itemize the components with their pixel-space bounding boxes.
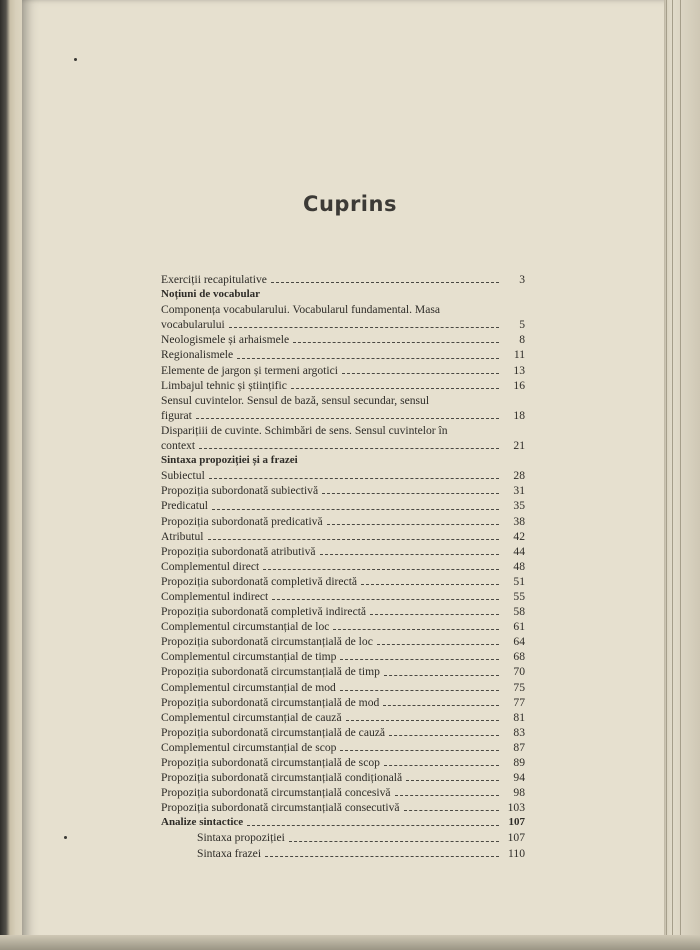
- dot-leader: [291, 384, 499, 389]
- toc-entry-text: figurat: [161, 408, 192, 422]
- toc-entry-text: Complementul circumstanțial de scop: [161, 740, 337, 754]
- toc-entry-text: Propoziția subordonată circumstanțială consecutivă: [161, 801, 400, 815]
- toc-row: [161, 619, 525, 634]
- toc-entry-text: Analize sintactice: [161, 816, 244, 829]
- toc-row: [161, 498, 525, 513]
- toc-row: [161, 846, 525, 861]
- dot-leader: [320, 550, 499, 555]
- dot-leader: [404, 806, 499, 811]
- dot-leader: [272, 595, 499, 600]
- toc-page-number: 38: [513, 514, 525, 528]
- dot-leader: [212, 505, 499, 510]
- dot-leader: [340, 746, 499, 751]
- toc-page-number: 94: [513, 771, 525, 785]
- toc-page-number: 68: [513, 650, 525, 664]
- dot-leader: [361, 580, 499, 585]
- toc-entry-text: Complementul indirect: [161, 589, 269, 603]
- toc-row: [161, 800, 525, 815]
- toc-entry-text: Noțiuni de vocabular: [161, 288, 261, 301]
- dot-leader: [333, 625, 499, 630]
- dot-leader: [293, 338, 499, 343]
- toc-entry-text: Propoziția subordonată completivă directă: [161, 574, 358, 588]
- toc-page-number: 21: [513, 439, 525, 453]
- toc-entry-text: Neologismele și arhaismele: [161, 333, 290, 347]
- dot-leader: [196, 414, 499, 419]
- toc-page-number: 28: [513, 469, 525, 483]
- toc-page-number: 5: [519, 318, 525, 332]
- toc-entry-text: Limbajul tehnic și științific: [161, 378, 287, 392]
- toc-page-number: 16: [513, 378, 525, 392]
- toc-row: [161, 408, 525, 423]
- toc-row: [161, 483, 525, 498]
- dot-leader: [342, 369, 499, 374]
- toc-entry-text: Propoziția subordonată circumstanțială de mod: [161, 695, 380, 709]
- toc-entry-text: Propoziția subordonată subiectivă: [161, 484, 319, 498]
- toc-row: [161, 468, 525, 483]
- toc-entry-text: Propoziția subordonată circumstanțială condițională: [161, 771, 403, 785]
- dot-leader: [340, 686, 499, 691]
- toc-entry-text: Sintaxa propoziției: [197, 831, 285, 845]
- toc-entry-text: context: [161, 439, 196, 453]
- toc-row: [161, 514, 525, 529]
- toc-page-number: 42: [513, 529, 525, 543]
- toc-row: [161, 680, 525, 695]
- toc-page-number: 81: [513, 710, 525, 724]
- toc-row: [161, 574, 525, 589]
- dot-leader: [209, 474, 499, 479]
- toc-row: [161, 740, 525, 755]
- toc-row: [161, 634, 525, 649]
- toc-entry-text: Disparițiii de cuvinte. Schimbări de sens. Sensul cuvintelor în: [161, 423, 448, 437]
- toc-entry-text: Propoziția subordonată completivă indirectă: [161, 605, 367, 619]
- toc-page-number: 87: [513, 740, 525, 754]
- toc-page-number: 70: [513, 665, 525, 679]
- dot-leader: [389, 731, 499, 736]
- dot-leader: [406, 776, 499, 781]
- toc-entry-text: Sintaxa propoziției și a frazei: [161, 454, 298, 467]
- page-bottom-edge: [0, 935, 700, 950]
- toc-entry-text: Propoziția subordonată circumstanțială de scop: [161, 756, 380, 769]
- toc-page-number: 55: [513, 589, 525, 603]
- toc-entry-text: Propoziția subordonată circumstanțială de cauză: [161, 725, 386, 739]
- toc-entry-text: Complementul circumstanțial de timp: [161, 650, 337, 664]
- toc-entry-text: Predicatul: [161, 499, 209, 513]
- table-of-contents: [161, 272, 525, 861]
- toc-row: [161, 695, 525, 710]
- page-edge-line: [680, 0, 681, 950]
- toc-page-number: 51: [513, 574, 525, 588]
- toc-entry-text: Propoziția subordonată predicativă: [161, 514, 323, 528]
- toc-row: [161, 815, 525, 830]
- toc-entry-text: Complementul direct: [161, 559, 260, 573]
- dot-leader: [199, 444, 499, 449]
- toc-entry-text: Exerciții recapitulative: [161, 273, 267, 286]
- dot-leader: [327, 520, 499, 525]
- toc-row: [161, 378, 525, 393]
- dot-leader: [395, 791, 499, 796]
- toc-page-number: 103: [507, 801, 525, 815]
- paper-speck: [74, 58, 77, 61]
- dot-leader: [384, 761, 499, 766]
- toc-entry-text: Propoziția subordonată atributivă: [161, 544, 316, 558]
- dot-leader: [208, 535, 499, 540]
- toc-row: [161, 770, 525, 785]
- toc-page-number: 61: [513, 620, 525, 634]
- dot-leader: [383, 701, 499, 706]
- dot-leader: [271, 278, 499, 283]
- page-title: Cuprins: [303, 192, 397, 216]
- toc-entry-text: Propoziția subordonată circumstanțială concesivă: [161, 786, 391, 800]
- toc-row: [161, 438, 525, 453]
- toc-page-number: 83: [513, 725, 525, 739]
- page-edge: [664, 0, 700, 950]
- page-edge-line: [666, 0, 667, 950]
- dot-leader: [265, 852, 499, 857]
- dot-leader: [377, 640, 499, 645]
- toc-row: [161, 332, 525, 347]
- toc-row: [161, 725, 525, 740]
- toc-row: [161, 604, 525, 619]
- toc-row: [161, 317, 525, 332]
- toc-row: [161, 710, 525, 725]
- toc-row: [161, 529, 525, 544]
- toc-entry-text: Atributul: [161, 529, 204, 543]
- toc-page-number: 110: [508, 846, 525, 860]
- dot-leader: [263, 565, 499, 570]
- toc-row: [161, 453, 525, 468]
- toc-page-number: 98: [513, 786, 525, 800]
- toc-entry-text: Sintaxa frazei: [197, 846, 262, 860]
- dot-leader: [247, 821, 499, 826]
- dot-leader: [237, 354, 499, 359]
- toc-row: [161, 755, 525, 770]
- toc-row: [161, 544, 525, 559]
- dot-leader: [229, 323, 499, 328]
- toc-entry-text: Sensul cuvintelor. Sensul de bază, sensul secundar, sensul: [161, 393, 430, 407]
- toc-row: [161, 830, 525, 845]
- toc-entry-text: Propoziția subordonată circumstanțială de loc: [161, 635, 373, 649]
- toc-page-number: 107: [508, 816, 525, 829]
- toc-page-number: 48: [513, 559, 525, 573]
- dot-leader: [346, 716, 499, 721]
- toc-row: [161, 785, 525, 800]
- toc-page-number: 58: [513, 605, 525, 619]
- toc-page-number: 75: [513, 680, 525, 694]
- dot-leader: [289, 837, 499, 842]
- toc-entry-text: vocabularului: [161, 318, 225, 332]
- toc-page-number: 31: [513, 484, 525, 498]
- toc-row: [161, 272, 525, 287]
- toc-page-number: 64: [513, 635, 525, 649]
- toc-entry-text: Complementul circumstanțial de loc: [161, 620, 330, 634]
- toc-row: [161, 302, 525, 317]
- toc-entry-text: Componența vocabularului. Vocabularul fundamental. Masa: [161, 303, 441, 317]
- toc-entry-text: Propoziția subordonată circumstanțială de timp: [161, 665, 380, 679]
- toc-row: [161, 664, 525, 679]
- toc-row: [161, 559, 525, 574]
- toc-row: [161, 649, 525, 664]
- toc-page-number: 11: [513, 348, 525, 362]
- toc-entry-text: Regionalismele: [161, 348, 234, 362]
- toc-row: [161, 589, 525, 604]
- toc-page-number: 35: [513, 499, 525, 513]
- page-edge-line: [672, 0, 673, 950]
- dot-leader: [340, 655, 499, 660]
- toc-row: [161, 423, 525, 438]
- toc-entry-text: Complementul circumstanțial de cauză: [161, 710, 342, 724]
- toc-row: [161, 287, 525, 302]
- toc-page-number: 8: [519, 333, 525, 347]
- toc-entry-text: Complementul circumstanțial de mod: [161, 680, 336, 694]
- toc-page-number: 3: [519, 273, 525, 286]
- dot-leader: [384, 671, 499, 676]
- toc-row: [161, 393, 525, 408]
- toc-entry-text: Elemente de jargon și termeni argotici: [161, 363, 338, 377]
- toc-page-number: 44: [513, 544, 525, 558]
- toc-page-number: 13: [513, 363, 525, 377]
- toc-page-number: 18: [513, 408, 525, 422]
- toc-page-number: 89: [513, 756, 525, 769]
- toc-entry-text: Subiectul: [161, 469, 205, 483]
- paper-speck: [64, 836, 67, 839]
- toc-row: [161, 347, 525, 362]
- toc-row: [161, 363, 525, 378]
- dot-leader: [370, 610, 499, 615]
- dot-leader: [322, 489, 499, 494]
- toc-page-number: 77: [513, 695, 525, 709]
- toc-page-number: 107: [507, 831, 525, 845]
